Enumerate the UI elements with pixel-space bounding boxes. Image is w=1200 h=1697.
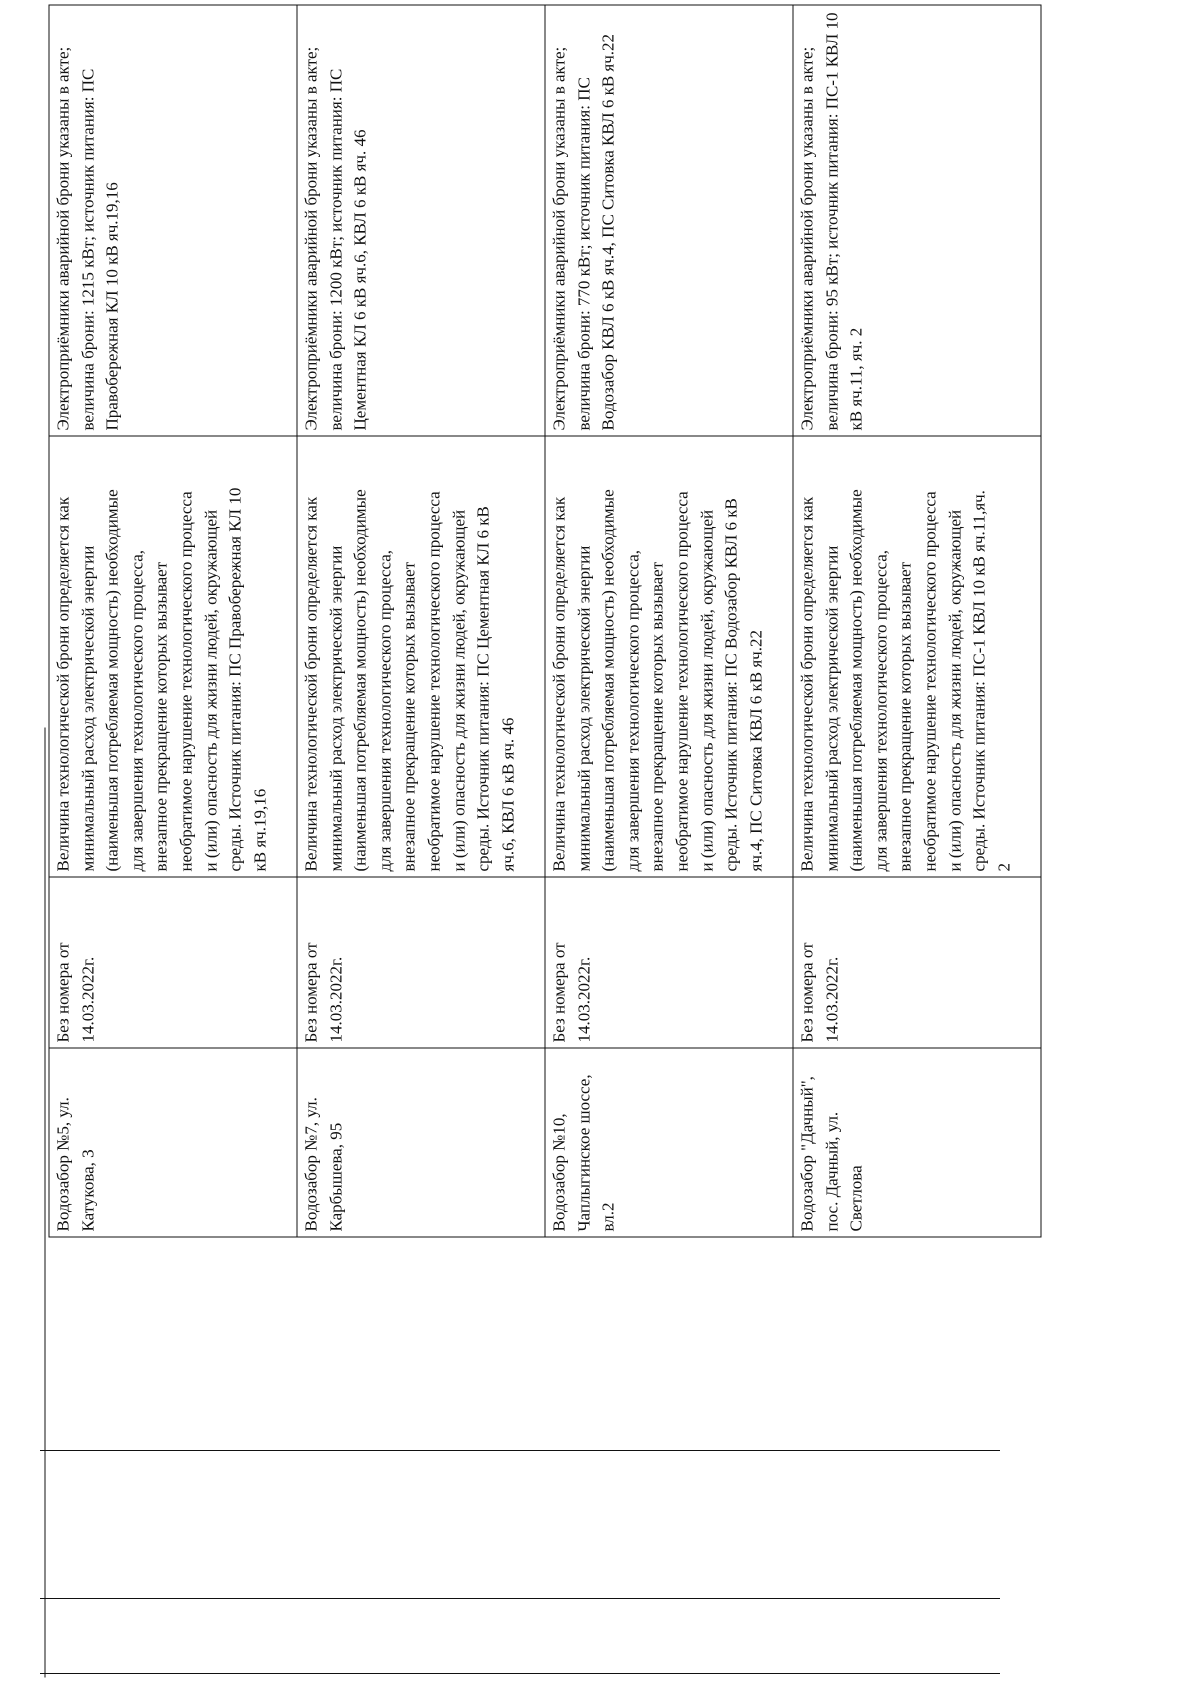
object-cell: Водозабор №7, ул. Карбышева, 95 [297, 1048, 545, 1237]
emergency-reserve-cell: Электроприёмники аварийной брони указаны в акте; величина брони: 95 кВт; источник питания: ПС-1 КВЛ 10 кВ яч.11, яч. 2 [793, 5, 1041, 436]
act-cell: Без номера от 14.03.2022г. [545, 877, 793, 1048]
act-cell: Без номера от 14.03.2022г. [297, 877, 545, 1048]
object-cell: Водозабор №10, Чаплыгинское шоссе, вл.2 [545, 1048, 793, 1237]
separator-line [40, 1450, 1000, 1451]
table-continuation-line [44, 727, 45, 1677]
act-cell: Без номера от 14.03.2022г. [793, 877, 1041, 1048]
table-row [545, 5, 793, 1237]
emergency-reserve-cell: Электроприёмники аварийной брони указаны в акте; величина брони: 1215 кВт; источник питания: ПС Правобережная КЛ 10 кВ яч.19,16 [49, 5, 297, 436]
tech-reserve-cell: Величина технологической брони определяется как минимальный расход электрической энергии (наименьшая потребляемая мощность) необходимые для завершения технологического процесса, внезапное прекращение которых вызывает необратимое нарушение технологического процесса и (или) опасность для жизни людей, окружающей среды. Источник питания: ПС Правобережная КЛ 10 кВ яч.19,16 [49, 436, 297, 877]
act-cell: Без номера от 14.03.2022г. [49, 877, 297, 1048]
table-row [297, 5, 545, 1237]
table-row [793, 5, 1041, 1237]
separator-line [40, 1598, 1000, 1599]
reserve-table [48, 4, 1041, 1237]
emergency-reserve-cell: Электроприёмники аварийной брони указаны в акте; величина брони: 770 кВт; источник питания: ПС Водозабор КВЛ 6 кВ яч.4, ПС Ситовка КВЛ 6 кВ яч.22 [545, 5, 793, 436]
tech-reserve-cell: Величина технологической брони определяется как минимальный расход электрической энергии (наименьшая потребляемая мощность) необходимые для завершения технологического процесса, внезапное прекращение которых вызывает необратимое нарушение технологического процесса и (или) опасность для жизни людей, окружающей среды. Источник питания: ПС Цементная КЛ 6 кВ яч.6, КВЛ 6 кВ яч. 46 [297, 436, 545, 877]
object-cell: Водозабор "Дачный", пос. Дачный, ул. Светлова [793, 1048, 1041, 1237]
tech-reserve-cell: Величина технологической брони определяется как минимальный расход электрической энергии (наименьшая потребляемая мощность) необходимые для завершения технологического процесса, внезапное прекращение которых вызывает необратимое нарушение технологического процесса и (или) опасность для жизни людей, окружающей среды. Источник питания: ПС-1 КВЛ 10 кВ яч.11,яч. 2 [793, 436, 1041, 877]
separator-line [40, 1673, 1000, 1674]
object-cell: Водозабор №5, ул. Катукова, 3 [49, 1048, 297, 1237]
tech-reserve-cell: Величина технологической брони определяется как минимальный расход электрической энергии (наименьшая потребляемая мощность) необходимые для завершения технологического процесса, внезапное прекращение которых вызывает необратимое нарушение технологического процесса и (или) опасность для жизни людей, окружающей среды. Источник питания: ПС Водозабор КВЛ 6 кВ яч.4, ПС Ситовка КВЛ 6 кВ яч.22 [545, 436, 793, 877]
table-row [49, 5, 297, 1237]
emergency-reserve-cell: Электроприёмники аварийной брони указаны в акте; величина брони: 1200 кВт; источник питания: ПС Цементная КЛ 6 кВ яч.6, КВЛ 6 кВ яч. 46 [297, 5, 545, 436]
